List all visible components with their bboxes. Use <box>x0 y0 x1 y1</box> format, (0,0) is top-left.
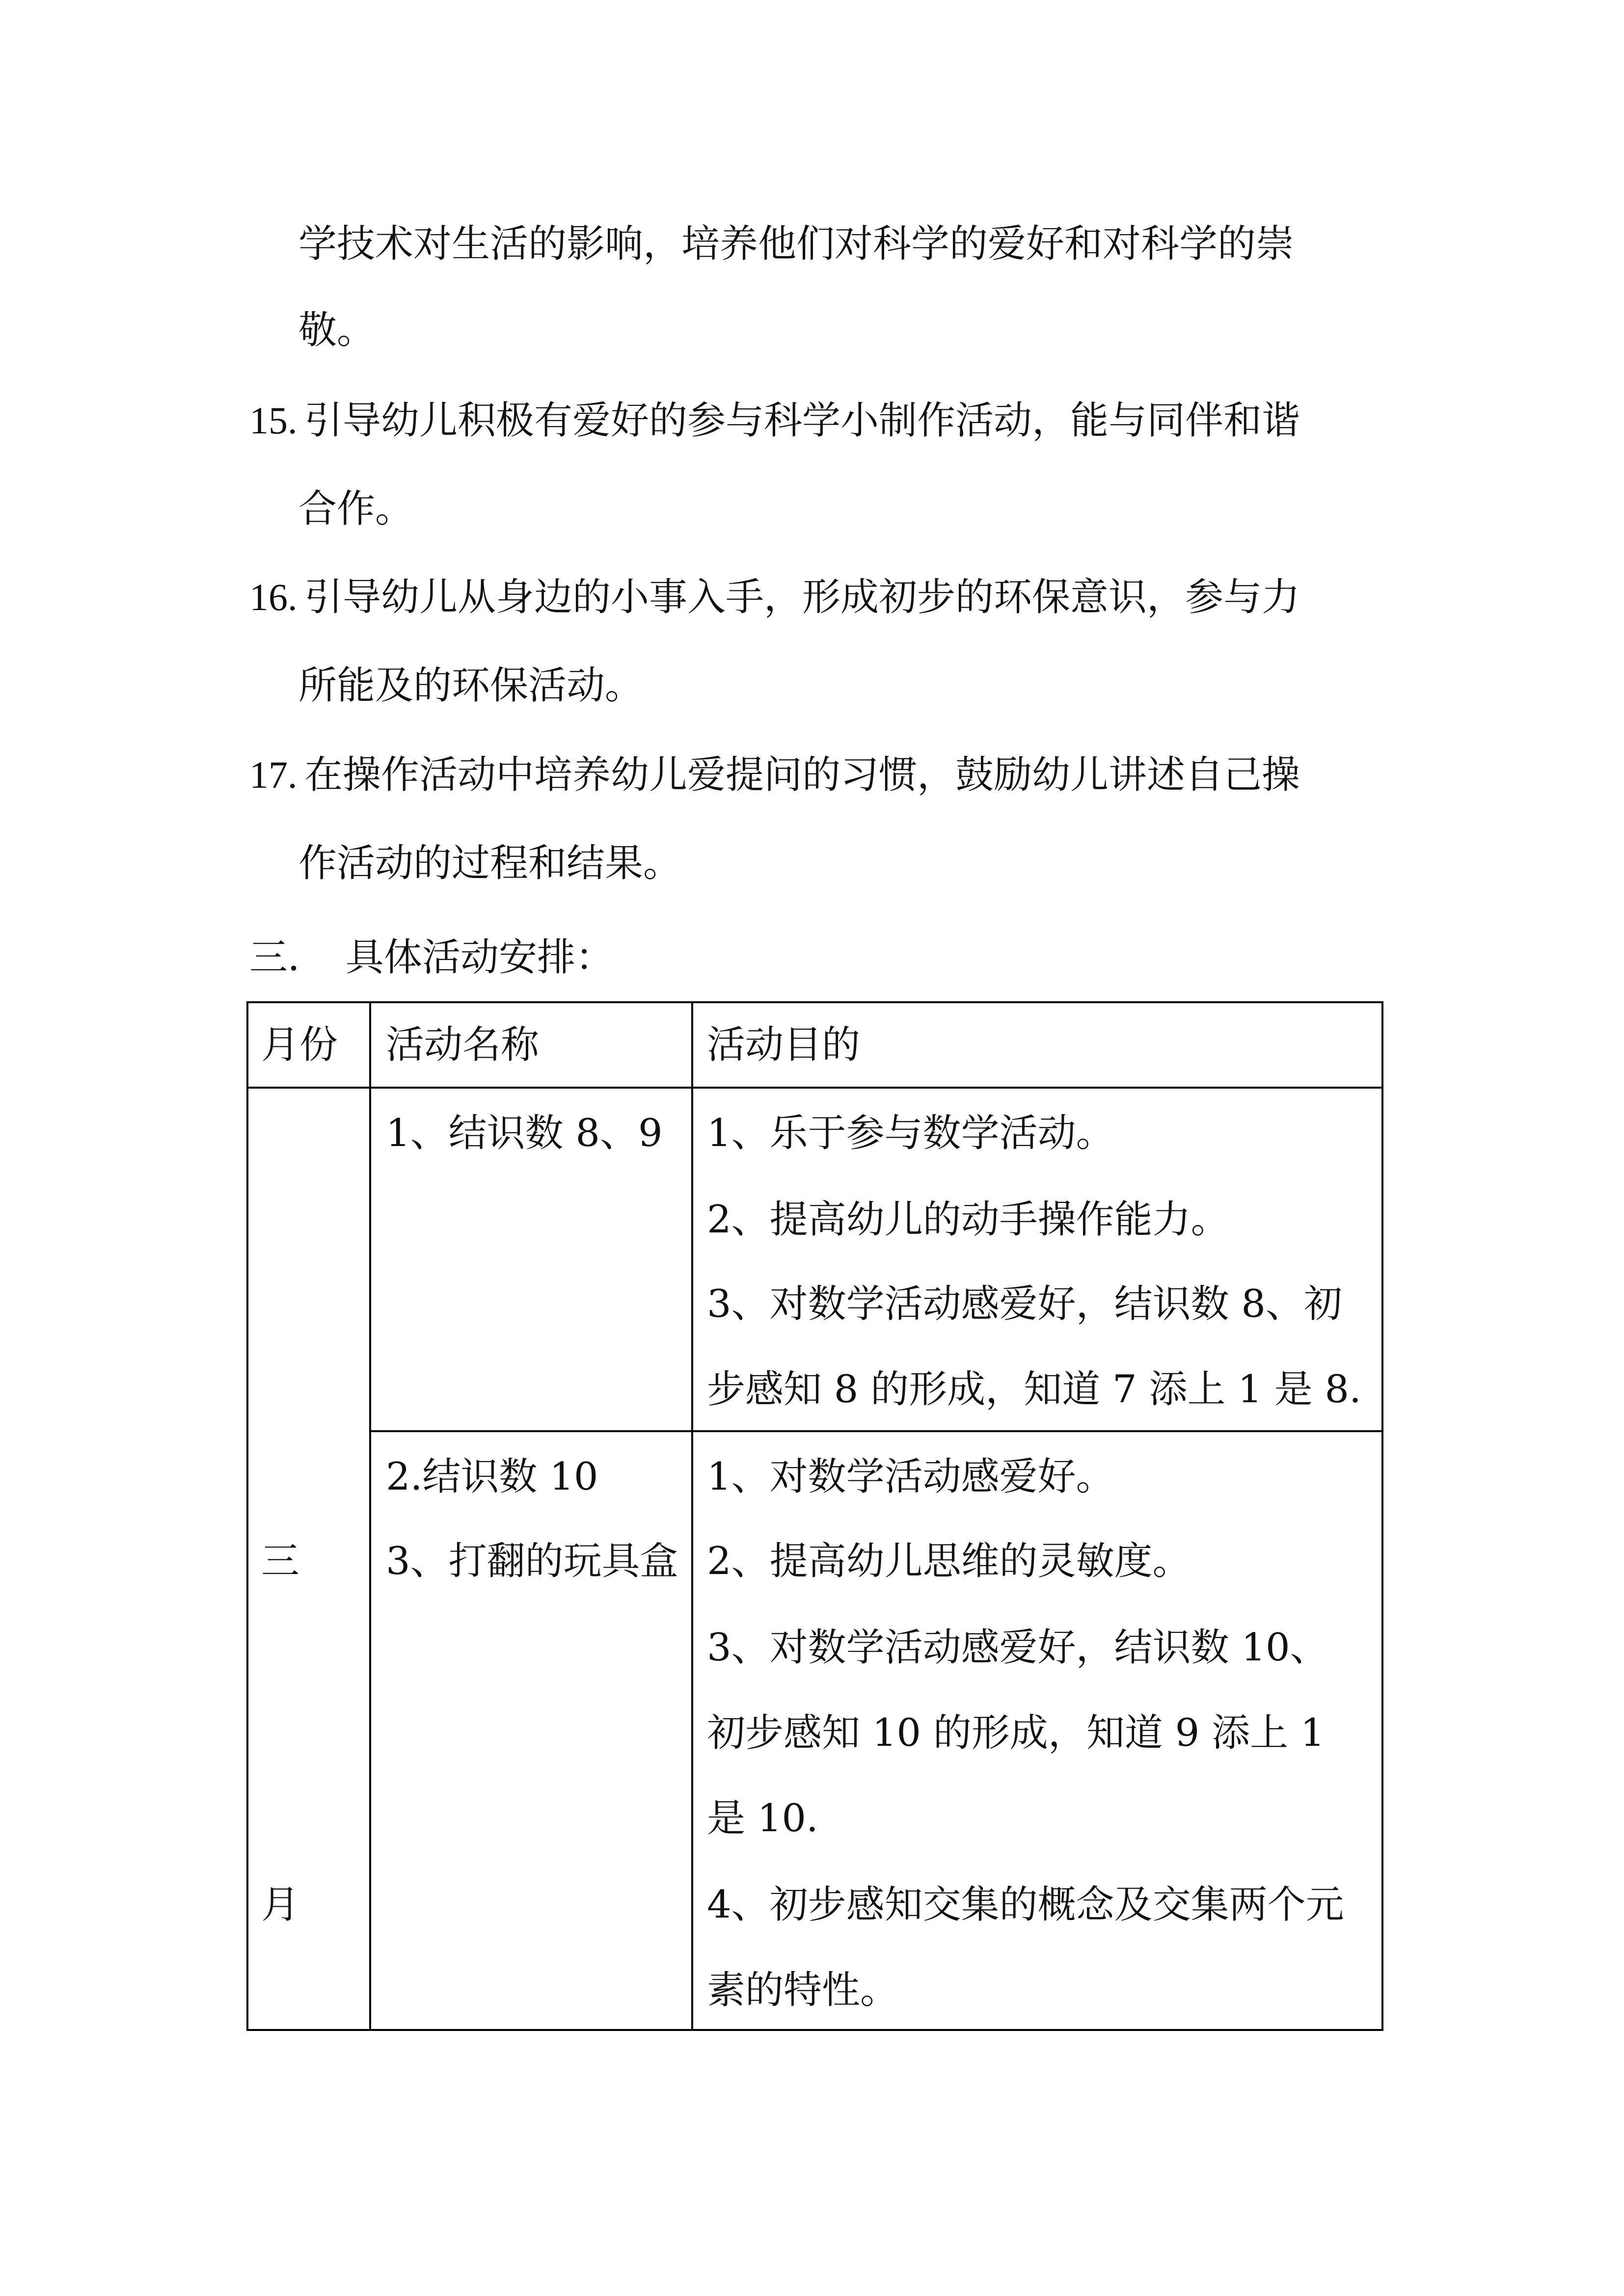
row2-goal-6: 4、初步感知交集的概念及交集两个元 <box>707 1883 1344 1927</box>
row2-goal-4: 初步感知 10 的形成，知道 9 添上 1 <box>707 1711 1325 1755</box>
table-col-divider-1 <box>369 1001 371 2031</box>
header-activity-name: 活动名称 <box>386 1023 540 1067</box>
item-15-line-2: 合作。 <box>298 487 414 531</box>
table-border-bottom <box>246 2029 1383 2031</box>
month-char-1: 三 <box>261 1539 300 1583</box>
row1-goal-2: 2、提高幼儿的动手操作能力。 <box>707 1198 1229 1242</box>
table-col-divider-2 <box>691 1001 693 2031</box>
header-activity-goal: 活动目的 <box>707 1023 861 1067</box>
item-17-line-1: 在操作活动中培养幼儿爱提问的习惯，鼓励幼儿讲述自己操 <box>304 753 1300 797</box>
row2-goal-1: 1、对数学活动感爱好。 <box>707 1455 1114 1499</box>
row2-goal-5: 是 10. <box>707 1796 818 1841</box>
row1-activity: 1、结识数 8、9 <box>386 1111 663 1155</box>
row1-goal-3: 3、对数学活动感爱好，结识数 8、初 <box>707 1282 1343 1326</box>
table-border-right <box>1381 1001 1383 2031</box>
month-char-2: 月 <box>261 1883 300 1927</box>
item-17-number: 17. <box>249 753 298 796</box>
item-15-line-1: 引导幼儿积极有爱好的参与科学小制作活动，能与同伴和谐 <box>304 399 1300 443</box>
row2-goal-2: 2、提高幼儿思维的灵敏度。 <box>707 1539 1191 1583</box>
row2-goal-7: 素的特性。 <box>707 1968 899 2012</box>
item-16-number: 16. <box>249 576 298 618</box>
row2-activity-1: 2.结识数 10 <box>386 1455 598 1499</box>
section-number: 三． <box>249 935 326 980</box>
row1-goal-4: 步感知 8 的形成，知道 7 添上 1 是 8. <box>707 1367 1361 1412</box>
table-header-divider <box>246 1087 1383 1089</box>
section-title: 具体活动安排： <box>346 935 614 980</box>
item-14-line-2: 敬。 <box>298 308 376 352</box>
table-row-divider <box>370 1430 1383 1432</box>
item-16-line-1: 引导幼儿从身边的小事入手，形成初步的环保意识，参与力 <box>304 575 1300 619</box>
item-16-line-2: 所能及的环保活动。 <box>298 664 644 708</box>
header-month: 月份 <box>261 1023 338 1067</box>
item-15-number: 15. <box>249 399 298 442</box>
table-border-left <box>246 1001 248 2031</box>
item-17-line-2: 作活动的过程和结果。 <box>298 841 682 885</box>
row1-goal-1: 1、乐于参与数学活动。 <box>707 1111 1114 1155</box>
item-14-line-1: 学技术对生活的影响，培养他们对科学的爱好和对科学的崇 <box>298 222 1295 266</box>
row2-activity-2: 3、打翻的玩具盒 <box>386 1539 678 1583</box>
table-border-top <box>246 1001 1383 1003</box>
row2-goal-3: 3、对数学活动感爱好，结识数 10、 <box>707 1626 1328 1670</box>
